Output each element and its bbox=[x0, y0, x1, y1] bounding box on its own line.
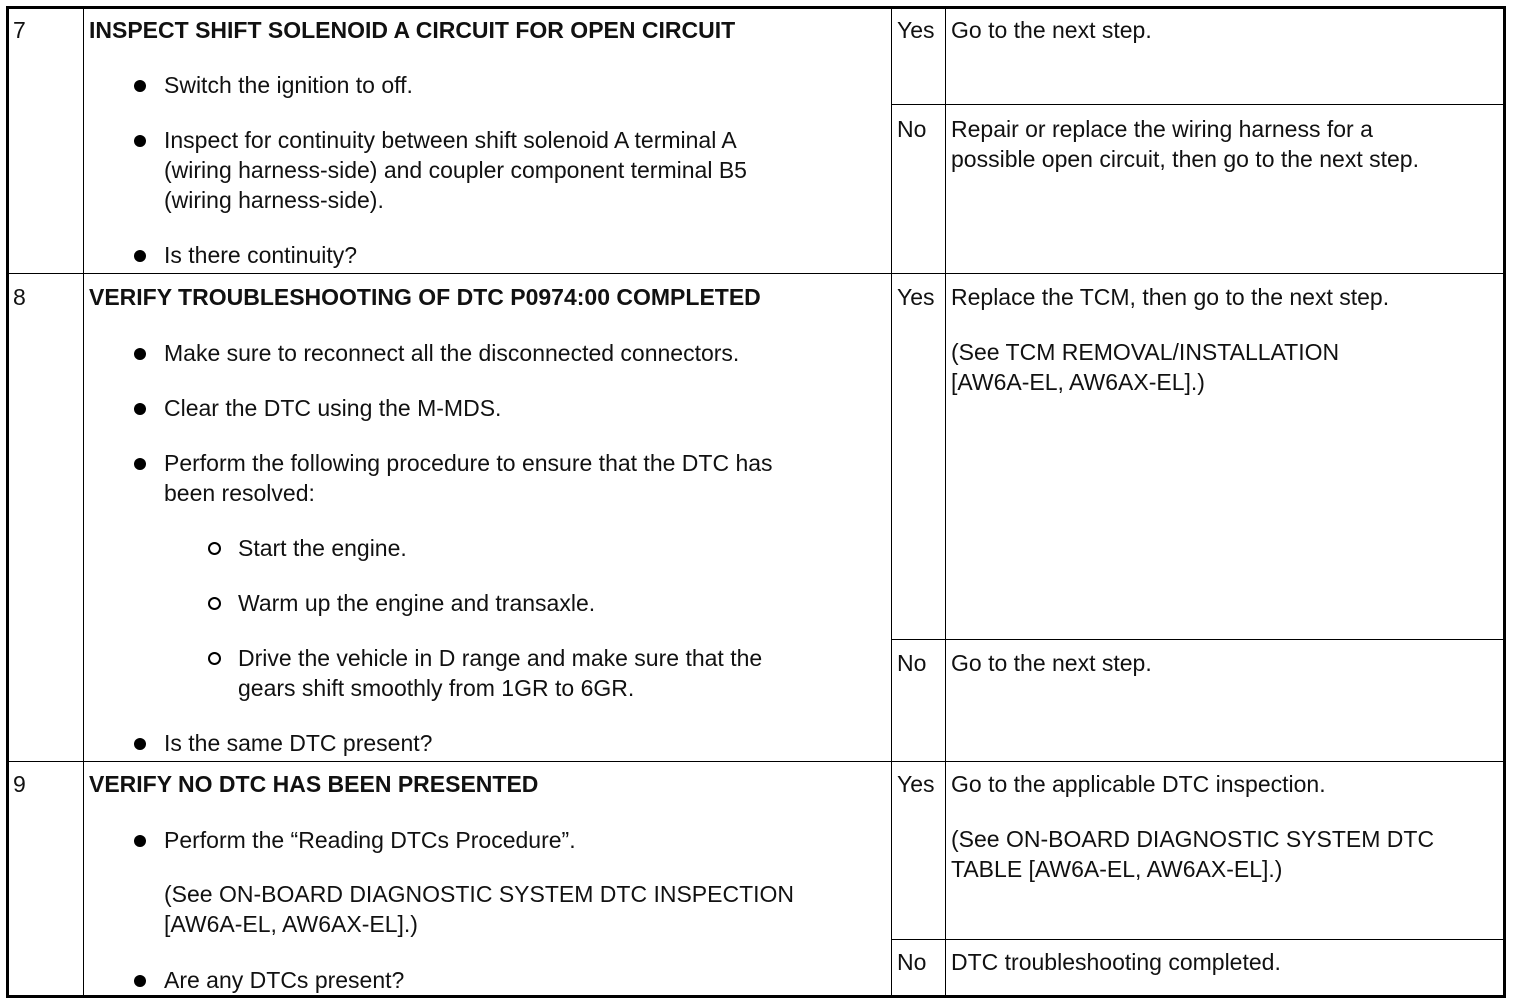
step-title: INSPECT SHIFT SOLENOID A CIRCUIT FOR OPEN CIRCUIT bbox=[89, 17, 736, 43]
step-number: 7 bbox=[13, 17, 26, 43]
check-item-continued: been resolved: bbox=[164, 480, 315, 506]
sub-bullet-icon bbox=[208, 542, 221, 555]
bullet-icon bbox=[134, 458, 146, 470]
sub-bullet-icon bbox=[208, 652, 221, 665]
bullet-icon bbox=[134, 835, 146, 847]
check-item: Perform the following procedure to ensure that the DTC has bbox=[164, 450, 773, 476]
bullet-icon bbox=[134, 250, 146, 262]
procedure-step: Warm up the engine and transaxle. bbox=[238, 590, 596, 616]
yes-reference-continued: [AW6A-EL, AW6AX-EL].) bbox=[951, 369, 1205, 395]
step-number: 8 bbox=[13, 284, 26, 310]
sub-bullet-icon bbox=[208, 597, 221, 610]
yes-reference-continued: TABLE [AW6A-EL, AW6AX-EL].) bbox=[951, 856, 1283, 882]
step-title: VERIFY TROUBLESHOOTING OF DTC P0974:00 COMPLETED bbox=[89, 284, 761, 310]
yes-action: Replace the TCM, then go to the next step. bbox=[951, 284, 1390, 310]
procedure-step-continued: gears shift smoothly from 1GR to 6GR. bbox=[238, 675, 635, 701]
check-item: Switch the ignition to off. bbox=[164, 72, 413, 98]
row-divider bbox=[9, 761, 1503, 762]
no-label: No bbox=[897, 650, 927, 676]
bullet-icon bbox=[134, 135, 146, 147]
bullet-icon bbox=[134, 975, 146, 987]
check-item: Inspect for continuity between shift solenoid A terminal A bbox=[164, 127, 737, 153]
step-number: 9 bbox=[13, 771, 26, 797]
result-divider bbox=[891, 104, 1503, 105]
no-label: No bbox=[897, 116, 927, 142]
column-divider bbox=[891, 9, 892, 995]
procedure-step: Drive the vehicle in D range and make sure that the bbox=[238, 645, 763, 671]
bullet-icon bbox=[134, 80, 146, 92]
bullet-icon bbox=[134, 403, 146, 415]
check-question: Are any DTCs present? bbox=[164, 967, 405, 993]
no-action: Repair or replace the wiring harness for a bbox=[951, 116, 1373, 142]
no-label: No bbox=[897, 949, 927, 975]
check-item: Perform the “Reading DTCs Procedure”. bbox=[164, 827, 576, 853]
yes-reference: (See ON-BOARD DIAGNOSTIC SYSTEM DTC bbox=[951, 826, 1435, 852]
result-divider bbox=[891, 939, 1503, 940]
column-divider bbox=[83, 9, 84, 995]
procedure-step: Start the engine. bbox=[238, 535, 407, 561]
check-question: Is the same DTC present? bbox=[164, 730, 433, 756]
check-item-reference-continued: [AW6A-EL, AW6AX-EL].) bbox=[164, 911, 418, 937]
check-item-continued: (wiring harness-side). bbox=[164, 187, 384, 213]
check-question: Is there continuity? bbox=[164, 242, 358, 268]
check-item: Make sure to reconnect all the disconnected connectors. bbox=[164, 340, 740, 366]
yes-action: Go to the applicable DTC inspection. bbox=[951, 771, 1326, 797]
no-action: Go to the next step. bbox=[951, 650, 1152, 676]
bullet-icon bbox=[134, 738, 146, 750]
bullet-icon bbox=[134, 348, 146, 360]
step-title: VERIFY NO DTC HAS BEEN PRESENTED bbox=[89, 771, 539, 797]
check-item: Clear the DTC using the M-MDS. bbox=[164, 395, 502, 421]
yes-label: Yes bbox=[897, 284, 935, 310]
yes-action: Go to the next step. bbox=[951, 17, 1152, 43]
yes-label: Yes bbox=[897, 17, 935, 43]
yes-label: Yes bbox=[897, 771, 935, 797]
yes-reference: (See TCM REMOVAL/INSTALLATION bbox=[951, 339, 1340, 365]
result-divider bbox=[891, 639, 1503, 640]
check-item-continued: (wiring harness-side) and coupler component terminal B5 bbox=[164, 157, 747, 183]
troubleshooting-table bbox=[6, 6, 1506, 998]
no-action-continued: possible open circuit, then go to the next step. bbox=[951, 146, 1419, 172]
column-divider bbox=[945, 9, 946, 995]
row-divider bbox=[9, 273, 1503, 274]
check-item-reference: (See ON-BOARD DIAGNOSTIC SYSTEM DTC INSPECTION bbox=[164, 881, 795, 907]
no-action: DTC troubleshooting completed. bbox=[951, 949, 1281, 975]
